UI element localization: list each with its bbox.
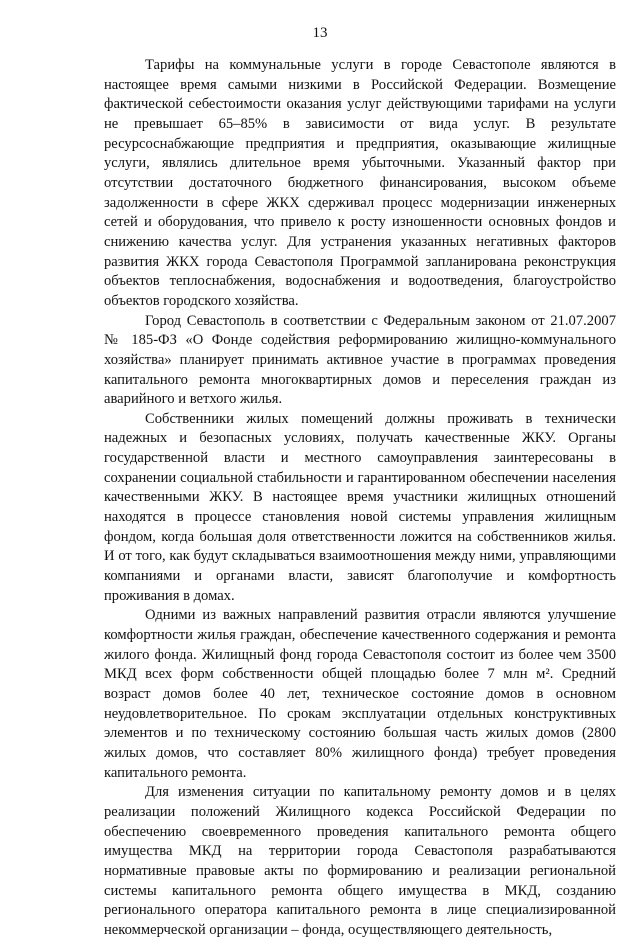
paragraph-owners: Собственники жилых помещений должны проживать в технически надежных и безопасных условиях, получать качественные ЖКУ. Органы государственной власти и местного самоуправления заинтересованы в сохранении социальной стабильности и гарантированном обеспечении населения качественными ЖКУ. В настоящее время участники жилищных отношений находятся в процессе становления новой системы управления жилищным фондом, когда большая доля ответственности ложится на собственников жилья. И от того, как будут складываться взаимоотношения между ними, управляющими компаниями и органами власти, зависят благополучие и комфортность проживания в домах. [104, 410, 616, 604]
paragraph-federal-law: Город Севастополь в соответствии с Федеральным законом от 21.07.2007 № 185-ФЗ «О Фонде содействия реформированию жилищно-коммунального хозяйства» планирует принимать активное участие в программах проведения капитального ремонта многоквартирных домов и переселения граждан из аварийного и ветхого жилья. [104, 312, 616, 408]
paragraph-capital-repair: Для изменения ситуации по капитальному ремонту домов и в целях реализации положений Жилищного кодекса Российской Федерации по обеспечению своевременного проведения капитального ремонта общего имущества МКД на территории города Севастополя разрабатываются нормативные правовые акты по формированию и реализации региональной системы капитального ремонта общего имущества в МКД, созданию регионального оператора капитального ремонта в лице специализированной некоммерческой организации – фонда, осуществляющего деятельность, [104, 784, 616, 938]
paragraph-tariffs: Тарифы на коммунальные услуги в городе Севастополе являются в настоящее время самыми низкими в Российской Федерации. Возмещение фактической себестоимости оказания услуг действующими тарифами на услуги не превышает 65–85% в зависимости от вида услуг. В результате ресурсоснабжающие предприятия и предприятия, оказывающие жилищные услуги, являлись длительное время убыточными. Указанный фактор при отсутствии достаточного бюджетного финансирования, высоком объеме задолженности в сфере ЖКХ сдерживал процесс модернизации инженерных сетей и оборудования, что привело к росту изношенности основных фондов и снижению качества услуг. Для устранения указанных негативных факторов развития ЖКХ города Севастополя Программой запланирована реконструкция объектов теплоснабжения, водоснабжения и водоотведения, благоустройство объектов городского хозяйства. [104, 57, 616, 309]
paragraph-housing-fund: Одними из важных направлений развития отрасли являются улучшение комфортности жилья граждан, обеспечение качественного содержания и ремонта жилого фонда. Жилищный фонд города Севастополя состоит из более чем 3500 МКД всех форм собственности общей площадью более 7 млн м². Средний возраст домов более 40 лет, техническое состояние домов в основном неудовлетворительное. По срокам эксплуатации отдельных конструктивных элементов и по техническому состоянию большая часть жилых домов (2800 жилых домов, что составляет 80% жилищного фонда) требует проведения капитального ремонта. [104, 607, 616, 781]
document-body [104, 56, 616, 941]
page-number: 13 [312, 25, 328, 41]
